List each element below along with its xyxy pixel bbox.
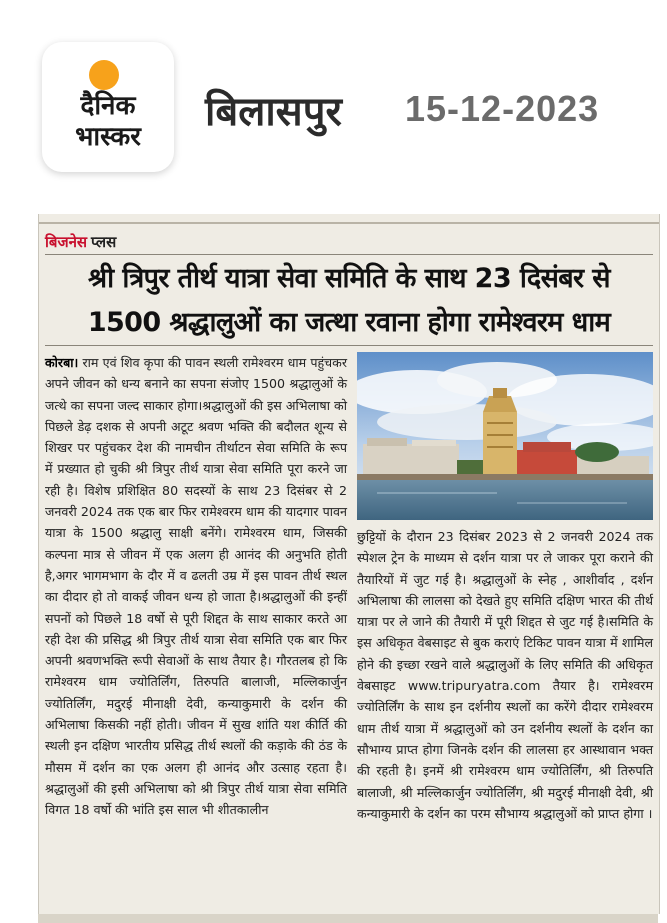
section-divider — [45, 254, 653, 255]
section-tag — [45, 232, 116, 252]
headline-line-2: 1500 श्रद्धालुओं का जत्था रवाना होगा रामेश्वरम धाम — [87, 307, 611, 338]
temple-photo-illustration — [357, 352, 653, 520]
logo-text-line1: दैनिक — [80, 91, 136, 121]
section-tag-sub: प्लस — [91, 233, 117, 251]
headline-divider — [45, 345, 653, 346]
article-column-right — [357, 526, 653, 914]
app-header — [0, 0, 667, 215]
temple-photo — [357, 352, 653, 520]
article-body-left: राम एवं शिव कृपा की पावन स्थली रामेश्वरम धाम पहुंचकर अपने जीवन को धन्य बनाने का सपना संजोए 1500 श्रद्धालुओं के जत्थे का सपना जल्द साकार होगा।श्रद्धालुओं की इस अभिलाषा को पिछले डेढ़ दशक से अपनी अटूट श्रवण भक्ति की बदौलत शून्य से शिखर पर पहुंचकर देश की नामचीन तीर्थाटन सेवा समिति के रूप में प्रख्यात हो चुकी श्री त्रिपुर तीर्थ यात्रा सेवा समिति पूरा करने जा रही है। विशेष प्रशिक्षित 80 सदस्यों के साथ 23 दिसंबर से 2 जनवरी 2024 तक एक बार फिर रामेश्वरम धाम की यादगार पावन यात्रा के 1500 श्रद्धालु साक्षी बनेंगे। रामेश्वरम धाम, जिसकी कल्पना मात्र से जीवन में एक अलग ही आनंद की अनुभति होती है,अगर भागमभाग के दौर में व ढलती उम्र में इस पावन तीर्थ स्थल का दीदार हो तो वाकई जीवन धन्य हो जाता है।श्रद्धालुओं की इन्हीं सपनों को पिछले 18 वर्षो से पूरी शिद्दत के साथ साकार करते आ रही देश की प्रसिद्ध श्री त्रिपुर तीर्थ यात्रा सेवा समिति एक बार फिर अपनी श्रवणभक्ति रूपी सेवाओं के साथ तैयार है। गौरतलब हो कि रामेश्वरम धाम ज्योतिर्लिंग, तिरुपति बालाजी, मल्लिकार्जुन ज्योतिर्लिंग, मदुरई मीनाक्षी देवी, कन्याकुमारी के दर्शन की अभिलाषा किसकी नहीं होती। जीवन में सुख शांति यश कीर्ति की स्थली इन दक्षिण भारतीय प्रसिद्ध तीर्थ स्थलों की कड़ाके की ठंड के मौसम में दर्शन का एक अलग ही आनंद और उत्साह रहता है। श्रद्धालुओं की इसी अभिलाषा को श्री त्रिपुर तीर्थ यात्रा सेवा समिति विगत 18 वर्षो की भांति इस साल भी शीतकालीन — [45, 355, 347, 818]
newspaper-clipping — [38, 214, 660, 914]
article-column-left — [45, 352, 347, 912]
logo-text-line2: भास्कर — [75, 122, 141, 152]
edition-date: 15-12-2023 — [405, 88, 600, 129]
article-dateline: कोरबा। — [45, 355, 79, 370]
clip-top-border — [39, 222, 659, 224]
article-body-right: छुट्टियों के दौरान 23 दिसंबर 2023 से 2 जनवरी 2024 तक स्पेशल ट्रेन के माध्यम से दर्शन यात्रा पर ले जाकर पूरा कराने की तैयारियों में जुट गई है। श्रद्धालुओं के स्नेह , आशीर्वाद , दर्शन अभिलाषा की लालसा को देखते हुए समिति दक्षिण भारत की तीर्थ यात्रा पर ले जाने की तैयारी में पूरी शिद्दत से जुट गई है।समिति के इस अधिकृत वेबसाइट से बुक कराएं टिकिट पावन यात्रा में शामिल होने की इच्छा रखने वाले श्रद्धालुओं के लिए समिति की अधिकृत वेबसाइट www.tripuryatra.com तैयार है। रामेश्वरम ज्योतिर्लिंग के साथ इन दर्शनीय स्थलों का करेंगे दीदार रामेश्वरम धाम तीर्थ यात्रा में श्रद्धालुओं को उन दर्शनीय स्थलों के दर्शन का सौभाग्य प्राप्त होगा जिनके दर्शन की लालसा हर आस्थावान भक्त की रहती है। इनमें श्री रामेश्वरम धाम ज्योतिर्लिंग, श्री तिरुपति बालाजी, श्री मल्लिकार्जुन ज्योतिर्लिंग, श्री मदुरई मीनाक्षी देवी, श्री कन्याकुमारी के दर्शन का परम सौभाग्य श्रद्धालुओं को प्राप्त होगा । — [357, 529, 653, 821]
edition-city: बिलासपुर — [205, 89, 342, 135]
headline-line-1: श्री त्रिपुर तीर्थ यात्रा सेवा समिति के साथ 23 दिसंबर से — [88, 263, 610, 294]
sun-icon — [89, 60, 119, 90]
section-tag-main: बिजनेस — [45, 233, 88, 251]
next-article-strip — [38, 914, 658, 923]
